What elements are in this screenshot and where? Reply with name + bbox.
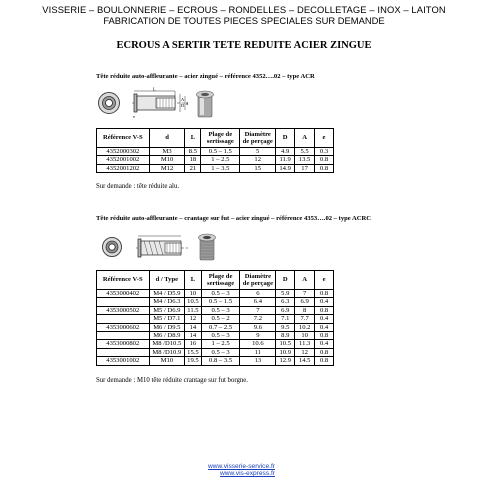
nut-section-drawing-icon <box>130 87 192 119</box>
nut-front-view-icon <box>97 91 121 115</box>
table-header-row <box>97 129 334 148</box>
table-cell <box>97 298 150 306</box>
table-cell: 17 <box>295 164 315 172</box>
column-header: Plage de sertissage <box>201 271 240 290</box>
table-cell: M5 / D6.9 <box>149 306 185 314</box>
table-cell: 0.8 <box>315 156 334 164</box>
table-cell: 0.4 <box>315 298 334 306</box>
section-1-note: Sur demande : tête réduite alu. <box>96 183 180 190</box>
table-cell <box>97 315 150 323</box>
nut-knurled-photo-icon <box>195 232 219 262</box>
table-row <box>97 148 334 156</box>
table-cell: 7.2 <box>240 315 276 323</box>
table-cell: 18 <box>185 156 201 164</box>
table-cell: 8.9 <box>276 332 295 340</box>
table-cell: M3 <box>149 148 185 156</box>
table-row <box>97 156 334 164</box>
table-cell: 13.5 <box>295 156 315 164</box>
table-cell: 14 <box>185 332 202 340</box>
nut-knurled-section-drawing-icon <box>134 234 190 262</box>
page-title: ECROUS A SERTIR TETE REDUITE ACIER ZINGUE <box>116 40 372 51</box>
table-cell: 12 <box>185 315 202 323</box>
column-header: Référence V-S <box>97 271 150 290</box>
table-cell: 14.9 <box>276 164 295 172</box>
table-cell: 4352000302 <box>97 148 150 156</box>
table-cell: 9.5 <box>276 323 295 331</box>
table-cell: 10 <box>185 290 202 298</box>
table-cell: 0.8 <box>315 332 334 340</box>
table-cell: 12.9 <box>276 357 295 365</box>
table-cell: 7 <box>295 290 315 298</box>
column-header: Référence V-S <box>97 129 150 148</box>
column-header: A <box>295 129 315 148</box>
table-cell: 4353000602 <box>97 323 150 331</box>
table-cell: 6.9 <box>276 306 295 314</box>
table-cell: 0.4 <box>315 323 334 331</box>
table-cell: M6 / D8.9 <box>149 332 185 340</box>
table-cell: 0.3 <box>315 148 334 156</box>
table-cell: 4.9 <box>276 148 295 156</box>
table-cell: 14 <box>185 323 202 331</box>
table-cell: 11.9 <box>276 156 295 164</box>
table-cell: 0.5 – 1.5 <box>201 148 240 156</box>
table-cell: 4352001202 <box>97 164 150 172</box>
table-cell: 9.6 <box>240 323 276 331</box>
table-row <box>97 290 334 298</box>
table-cell: 13 <box>240 357 276 365</box>
table-cell: 1 – 3.5 <box>201 164 240 172</box>
spec-table-acr <box>96 128 334 173</box>
table-cell: 6.4 <box>240 298 276 306</box>
table-cell: 5 <box>240 148 276 156</box>
table-cell: M8 /D10.9 <box>149 348 185 356</box>
column-header: A <box>295 271 315 290</box>
table-cell: 4353000802 <box>97 340 150 348</box>
table-cell: 14.5 <box>295 357 315 365</box>
table-cell: 15.5 <box>185 348 202 356</box>
table-cell: 0.5 – 2 <box>201 315 240 323</box>
table-cell: 0.5 – 3 <box>201 348 240 356</box>
column-header: D <box>276 129 295 148</box>
nut-photo-icon <box>193 89 217 119</box>
column-header: Plage de sertissage <box>201 129 240 148</box>
table-row <box>97 340 334 348</box>
table-row <box>97 306 334 314</box>
section-2-note: Sur demande : M10 tête réduite crantage sur fut borgne. <box>96 377 249 384</box>
table-cell: 0.8 <box>315 357 334 365</box>
column-header: e <box>315 129 334 148</box>
column-header: L <box>185 271 202 290</box>
table-cell: 11 <box>240 348 276 356</box>
column-header: d / Type <box>149 271 185 290</box>
spec-table-acrc <box>96 270 334 366</box>
table-row <box>97 357 334 365</box>
footer-link-vis-express[interactable]: www.vis-express.fr <box>220 470 275 477</box>
dim-label-e: e <box>133 114 135 119</box>
table-cell: M5 / D7.1 <box>149 315 185 323</box>
table-row <box>97 298 334 306</box>
nut-knurled-front-view-icon <box>101 236 123 258</box>
table-cell: 0.4 <box>315 315 334 323</box>
table-cell: 4352001002 <box>97 156 150 164</box>
table-cell: 19.5 <box>185 357 202 365</box>
column-header: e <box>315 271 334 290</box>
footer-link-visserie-service[interactable]: www.visserie-service.fr <box>207 463 275 470</box>
table-cell: 6 <box>240 290 276 298</box>
table-cell: M4 / D6.3 <box>149 298 185 306</box>
table-cell: 10.5 <box>276 340 295 348</box>
table-cell: M4 / D5.9 <box>149 290 185 298</box>
table-cell: 7.1 <box>276 315 295 323</box>
table-cell: 15 <box>240 164 276 172</box>
table-cell: 0.8 <box>315 290 334 298</box>
table-cell: 12 <box>240 156 276 164</box>
table-row <box>97 348 334 356</box>
table-row <box>97 315 334 323</box>
table-cell: 4353000502 <box>97 306 150 314</box>
table-cell: 1 – 2.5 <box>201 156 240 164</box>
section-2-heading: Tête réduite auto-affleurante – crantage sur fut – acier zingué – référence 4353….02 – type ACRC <box>96 215 372 222</box>
column-header: D <box>276 271 295 290</box>
table-cell: 8.5 <box>185 148 201 156</box>
table-row <box>97 332 334 340</box>
table-cell: 4353001002 <box>97 357 150 365</box>
table-cell: 7.7 <box>295 315 315 323</box>
table-cell: 10 <box>295 332 315 340</box>
table-cell: 5.9 <box>276 290 295 298</box>
table-cell <box>97 332 150 340</box>
column-header: Diamètre de perçage <box>240 271 276 290</box>
table-cell: 21 <box>185 164 201 172</box>
table-cell: 0.8 <box>315 306 334 314</box>
footer-links <box>0 463 488 477</box>
table-row <box>97 164 334 172</box>
column-header: L <box>185 129 201 148</box>
table-cell: 0.5 – 1.5 <box>201 298 240 306</box>
table-cell: M10 <box>149 156 185 164</box>
table-cell: 16 <box>185 340 202 348</box>
table-cell: 0.5 – 3 <box>201 306 240 314</box>
table-cell: 6.9 <box>295 298 315 306</box>
table-cell: 10.6 <box>240 340 276 348</box>
table-cell: 10.9 <box>276 348 295 356</box>
table-cell: M12 <box>149 164 185 172</box>
dim-label-L: L <box>153 87 156 92</box>
header-line-1: VISSERIE – BOULONNERIE – ECROUS – RONDELLES – DECOLLETAGE – INOX – LAITON <box>42 4 446 15</box>
table-cell: 0.7 – 2.5 <box>201 323 240 331</box>
table-cell: 0.8 – 3.5 <box>201 357 240 365</box>
table-header-row <box>97 271 334 290</box>
dim-label-d: d <box>186 101 189 106</box>
table-cell: 1 – 2.5 <box>201 340 240 348</box>
table-cell: 0.8 <box>315 164 334 172</box>
table-cell: 0.8 <box>315 348 334 356</box>
dim-label-D: D <box>181 103 185 108</box>
table-cell: 10.5 <box>185 298 202 306</box>
table-cell: 12 <box>295 348 315 356</box>
table-cell <box>97 348 150 356</box>
table-cell: 10.2 <box>295 323 315 331</box>
table-cell: M10 <box>149 357 185 365</box>
table-cell: 0.4 <box>315 340 334 348</box>
column-header: Diamètre de perçage <box>240 129 276 148</box>
table-cell: M8 /D10.5 <box>149 340 185 348</box>
table-cell: 6.3 <box>276 298 295 306</box>
section-1-heading: Tête réduite auto-affleurante – acier zingué – référence 4352….02 – type ACR <box>96 73 315 80</box>
column-header: d <box>149 129 185 148</box>
table-cell: 8 <box>295 306 315 314</box>
table-cell: 0.5 – 3 <box>201 332 240 340</box>
table-cell: 11.3 <box>295 340 315 348</box>
table-cell: 7 <box>240 306 276 314</box>
table-row <box>97 323 334 331</box>
dim-label-A: A <box>181 97 185 102</box>
table-cell: 9 <box>240 332 276 340</box>
table-cell: 4353000402 <box>97 290 150 298</box>
header-line-2: FABRICATION DE TOUTES PIECES SPECIALES SUR DEMANDE <box>103 15 385 26</box>
table-cell: 11.5 <box>185 306 202 314</box>
table-cell: M6 / D9.5 <box>149 323 185 331</box>
table-cell: 0.5 – 3 <box>201 290 240 298</box>
table-cell: 5.5 <box>295 148 315 156</box>
